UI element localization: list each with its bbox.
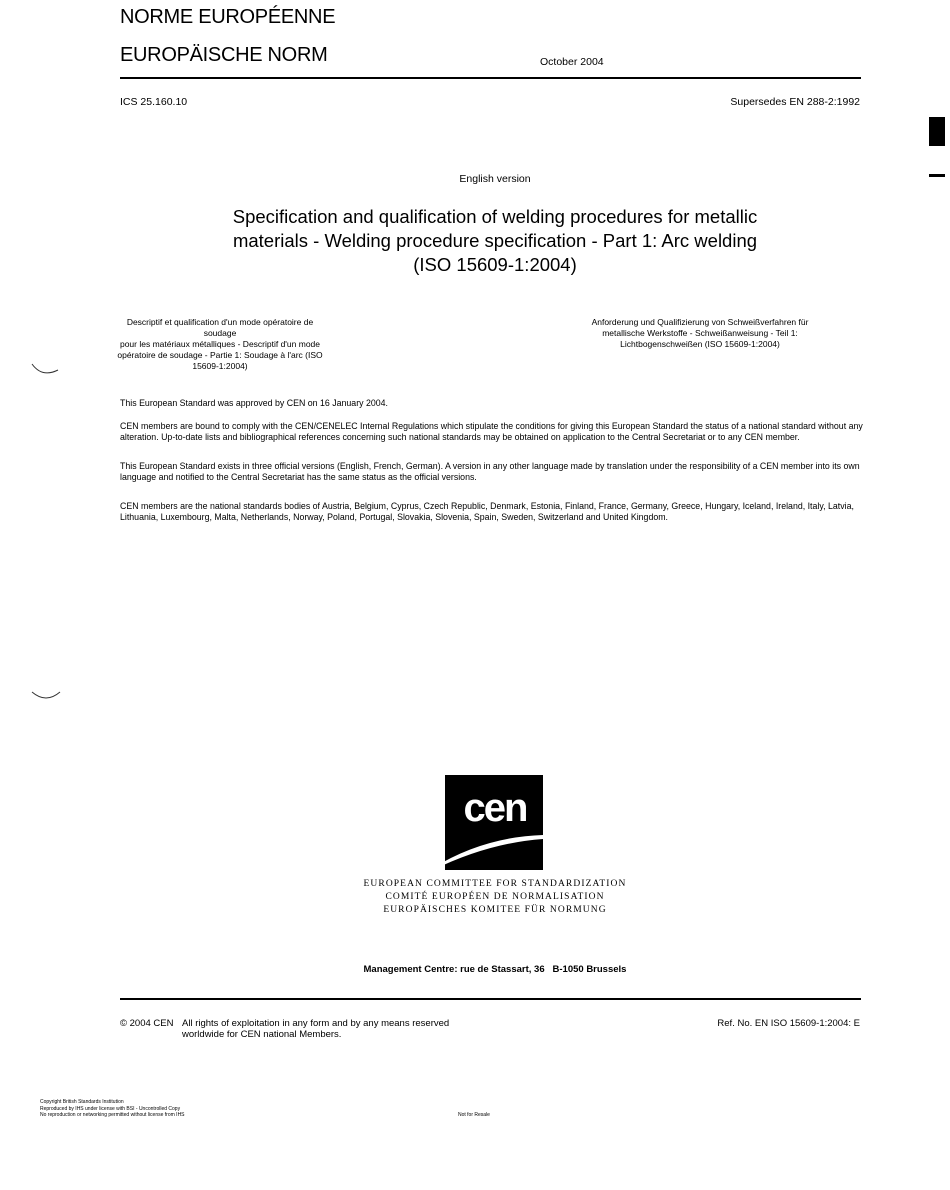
committee-fr: COMITÉ EUROPÉEN DE NORMALISATION <box>385 892 605 902</box>
rights <box>182 1018 449 1040</box>
german-title <box>570 317 830 350</box>
header-rule <box>120 77 861 79</box>
line: Anforderung und Qualifizierung von Schweißverfahren für <box>591 317 809 327</box>
not-for-resale: Not for Resale <box>458 1112 490 1118</box>
cen-logo <box>433 775 543 870</box>
license-line: Reproduced by IHS under license with BSI - Uncontrolled Copy <box>40 1105 181 1112</box>
license-line: Copyright British Standards Institution <box>40 1099 124 1105</box>
scan-mark <box>30 360 70 380</box>
french-title <box>110 317 330 372</box>
license-line: No reproduction or networking permitted without license from IHS <box>40 1112 185 1118</box>
line: opératoire de soudage - Partie 1: Soudage à l'arc (ISO <box>117 350 323 360</box>
line: metallische Werkstoffe - Schweißanweisung - Teil 1: <box>602 328 798 338</box>
margin-mark <box>929 117 945 146</box>
svg-text:cen: cen <box>463 786 527 830</box>
line: 15609-1:2004) <box>192 361 248 371</box>
title-de: EUROPÄISCHE NORM <box>120 44 328 66</box>
management-centre: Management Centre: rue de Stassart, 36 B-1050 Brussels <box>363 964 627 975</box>
line: pour les matériaux métalliques - Descriptif d'un mode <box>119 339 321 349</box>
margin-dash <box>929 174 945 177</box>
line: Lichtbogenschweißen (ISO 15609-1:2004) <box>620 339 780 349</box>
title-line: materials - Welding procedure specification - Part 1: Arc welding <box>232 230 758 251</box>
paragraph: This European Standard exists in three official versions (English, French, German). A version in any other language made by translation under the responsibility of a CEN member into its own language and notified to the Central Secretariat has the same status as the official versions. <box>120 461 860 482</box>
document-title <box>150 205 840 277</box>
paragraph: CEN members are bound to comply with the CEN/CENELEC Internal Regulations which stipulate the conditions for giving this European Standard the status of a national standard without any alteration. Up-to-date lists and bibliographical references concerning such national standards may be obtained on application to the Central Secretariat or to any CEN member. <box>120 421 863 442</box>
title-line: (ISO 15609-1:2004) <box>413 254 577 275</box>
cen-logo-graphic <box>433 775 543 870</box>
rights-line: All rights of exploitation in any form and by any means reserved <box>182 1018 450 1029</box>
english-version: English version <box>459 173 531 185</box>
committee-en: EUROPEAN COMMITTEE FOR STANDARDIZATION <box>363 879 627 889</box>
reference-number: Ref. No. EN ISO 15609-1:2004: E <box>717 1018 860 1029</box>
title-line: Specification and qualification of welding procedures for metallic <box>232 206 758 227</box>
approval-paragraph: This European Standard was approved by CEN on 16 January 2004. <box>120 398 388 408</box>
ics: ICS 25.160.10 <box>120 96 188 108</box>
supersedes: Supersedes EN 288-2:1992 <box>730 96 860 108</box>
scan-mark <box>30 688 70 708</box>
line: Descriptif et qualification d'un mode opératoire de soudage <box>126 317 314 338</box>
committee-de: EUROPÄISCHES KOMITEE FÜR NORMUNG <box>383 905 607 915</box>
committee-names <box>300 878 690 917</box>
date: October 2004 <box>540 56 604 68</box>
license-notice <box>40 1099 185 1119</box>
members-paragraph: CEN members are the national standards bodies of Austria, Belgium, Cyprus, Czech Republic, Denmark, Estonia, Finland, France, Germany, Greece, Hungary, Iceland, Ireland, Italy, Latvia, Lithuania, Luxembourg, Malta, Netherlands, Norway, Poland, Portugal, Slovakia, Slovenia, Spain, Sweden, Switzerland and United Kingdom. <box>120 501 854 522</box>
title-fr: NORME EUROPÉENNE <box>120 6 336 28</box>
footer-rule <box>120 998 861 1000</box>
rights-line: worldwide for CEN national Members. <box>182 1029 342 1040</box>
copyright: © 2004 CEN <box>120 1018 174 1029</box>
